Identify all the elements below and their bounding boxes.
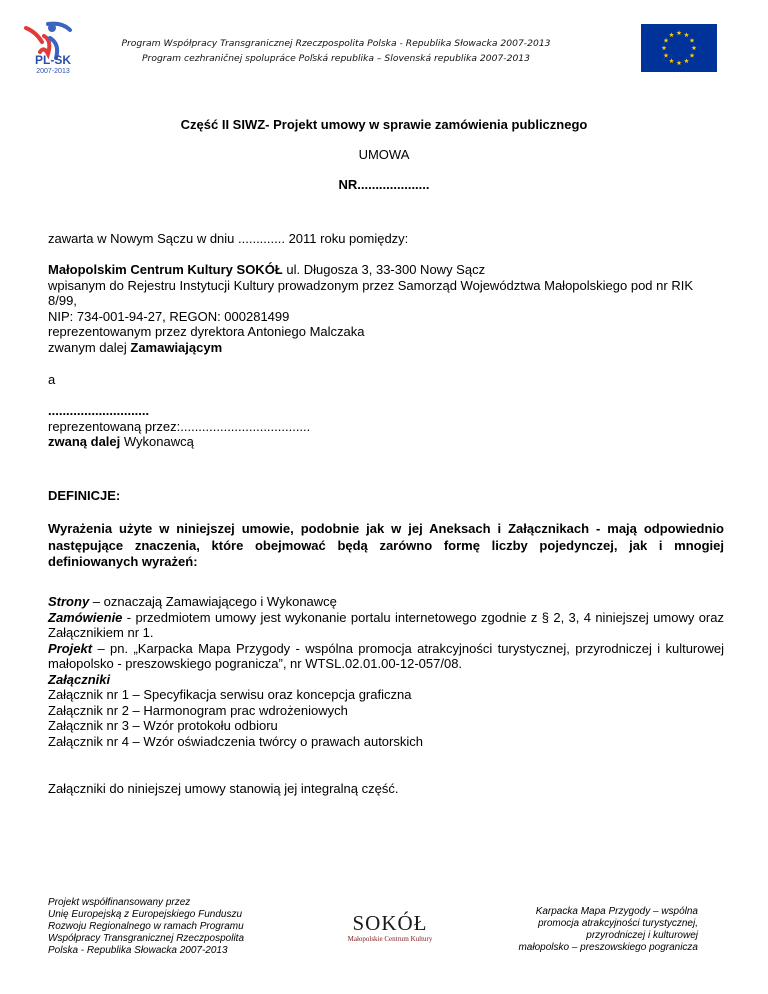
attachment-item: Załącznik nr 3 – Wzór protokołu odbioru xyxy=(48,718,278,733)
def-zalaczniki-term: Załączniki xyxy=(48,671,111,687)
party-1-nip: NIP: 734-001-94-27, REGON: 000281499 xyxy=(48,308,290,324)
footer-right-line: przyrodniczej i kulturowej xyxy=(586,930,698,941)
footer-left-line: Rozwoju Regionalnego w ramach Programu xyxy=(48,921,244,932)
attachments-closing: Załączniki do niniejszej umowy stanowią jej integralną część. xyxy=(48,781,399,796)
header-program-text xyxy=(96,36,576,66)
definitions-heading: DEFINICJE: xyxy=(48,488,121,503)
party-2-block xyxy=(48,403,724,450)
footer-right-line: Karpacka Mapa Przygody – wspólna xyxy=(535,906,698,917)
header-line-1: Program Współpracy Transgranicznej Rzeczpospolita Polska - Republika Słowacka 2007-2013 xyxy=(121,38,551,49)
party-1-called-prefix: zwanym dalej xyxy=(48,339,131,355)
footer-cofinancing-note xyxy=(48,897,288,957)
def-projekt-term: Projekt xyxy=(48,640,93,656)
contract-number: NR.................... xyxy=(338,177,430,192)
definitions-intro: Wyrażenia użyte w niniejszej umowie, podobnie jak w jej Aneksach i Załącznikach - mają odpowiednio następujące znaczenia, które obejmować będą zarówno formę liczby pojedynczej, jak i mnogiej definiowanych wyrażeń: xyxy=(48,521,724,569)
def-strony-term: Strony xyxy=(48,594,90,609)
party-1-role: Zamawiającym xyxy=(130,339,223,355)
footer-left-line: Projekt współfinansowany przez xyxy=(48,897,191,908)
party-2-name-placeholder: ............................ xyxy=(48,403,150,418)
footer-left-line: Polska - Republika Słowacka 2007-2013 xyxy=(48,945,228,956)
attachment-item: Załącznik nr 4 – Wzór oświadczenia twórcy o prawach autorskich xyxy=(48,733,423,749)
def-projekt-text: – pn. „Karpacka Mapa Przygody - wspólna promocja atrakcyjności turystycznej, przyrodniczej i kulturowej małopolsko - preszowskiego pogranicza”, nr WTSL.02.01.00-12-057/08. xyxy=(48,640,724,671)
party-1-registry: wpisanym do Rejestru Instytucji Kultury prowadzonym przez Samorząd Województwa Małopolskiego pod nr RIK 8/99, xyxy=(48,277,693,308)
conjunction-a: a xyxy=(48,372,56,387)
party-2-role: Wykonawcą xyxy=(120,434,194,449)
footer-right-line: małopolsko – preszowskiego pogranicza xyxy=(518,942,698,953)
footer-project-title xyxy=(502,906,698,954)
sokol-logo-subtitle: Małopolskie Centrum Kultury xyxy=(347,935,433,943)
attachment-item: Załącznik nr 2 – Harmonogram prac wdrożeniowych xyxy=(48,702,348,718)
header-line-2: Program cezhraničnej spolupráce Poľská republika – Slovenská republika 2007-2013 xyxy=(142,53,530,64)
contract-date-line: zawarta w Nowym Sączu w dniu ............. 2011 roku pomiędzy: xyxy=(48,231,409,246)
footer-left-line: Unię Europejską z Europejskiego Funduszu xyxy=(48,909,242,920)
def-zamowienie-term: Zamówienie xyxy=(48,609,123,625)
document-heading: Część II SIWZ- Projekt umowy w sprawie zamówienia publicznego xyxy=(180,117,588,132)
eu-flag-icon xyxy=(641,24,717,72)
def-strony-text: – oznaczają Zamawiającego i Wykonawcę xyxy=(89,594,337,609)
sokol-logo-name: SOKÓŁ xyxy=(352,911,428,935)
party-1-block xyxy=(48,262,724,355)
party-1-address: ul. Długosza 3, 33-300 Nowy Sącz xyxy=(282,262,486,277)
party-1-representative: reprezentowanym przez dyrektora Antoniego Malczaka xyxy=(48,324,365,339)
party-2-called-prefix: zwaną dalej xyxy=(48,434,121,449)
sokol-logo xyxy=(345,912,435,952)
definitions-list xyxy=(48,594,724,749)
footer-left-line: Współpracy Transgranicznej Rzeczpospolita xyxy=(48,933,245,944)
def-zamowienie-text: - przedmiotem umowy jest wykonanie portalu internetowego zgodnie z § 2, 3, 4 niniejszej umowy oraz Załącznikiem nr 1. xyxy=(48,609,724,640)
footer-right-line: promocja atrakcyjności turystycznej, xyxy=(537,918,698,929)
pl-sk-logo-text: PL-SK xyxy=(35,53,71,67)
contract-title: UMOWA xyxy=(358,147,410,162)
party-1-name: Małopolskim Centrum Kultury SOKÓŁ xyxy=(48,262,283,277)
pl-sk-logo-years: 2007-2013 xyxy=(36,68,70,75)
pl-sk-logo xyxy=(18,18,88,80)
party-2-representative: reprezentowaną przez:.................................... xyxy=(48,418,311,434)
attachment-item: Załącznik nr 1 – Specyfikacja serwisu oraz koncepcja graficzna xyxy=(48,687,412,702)
